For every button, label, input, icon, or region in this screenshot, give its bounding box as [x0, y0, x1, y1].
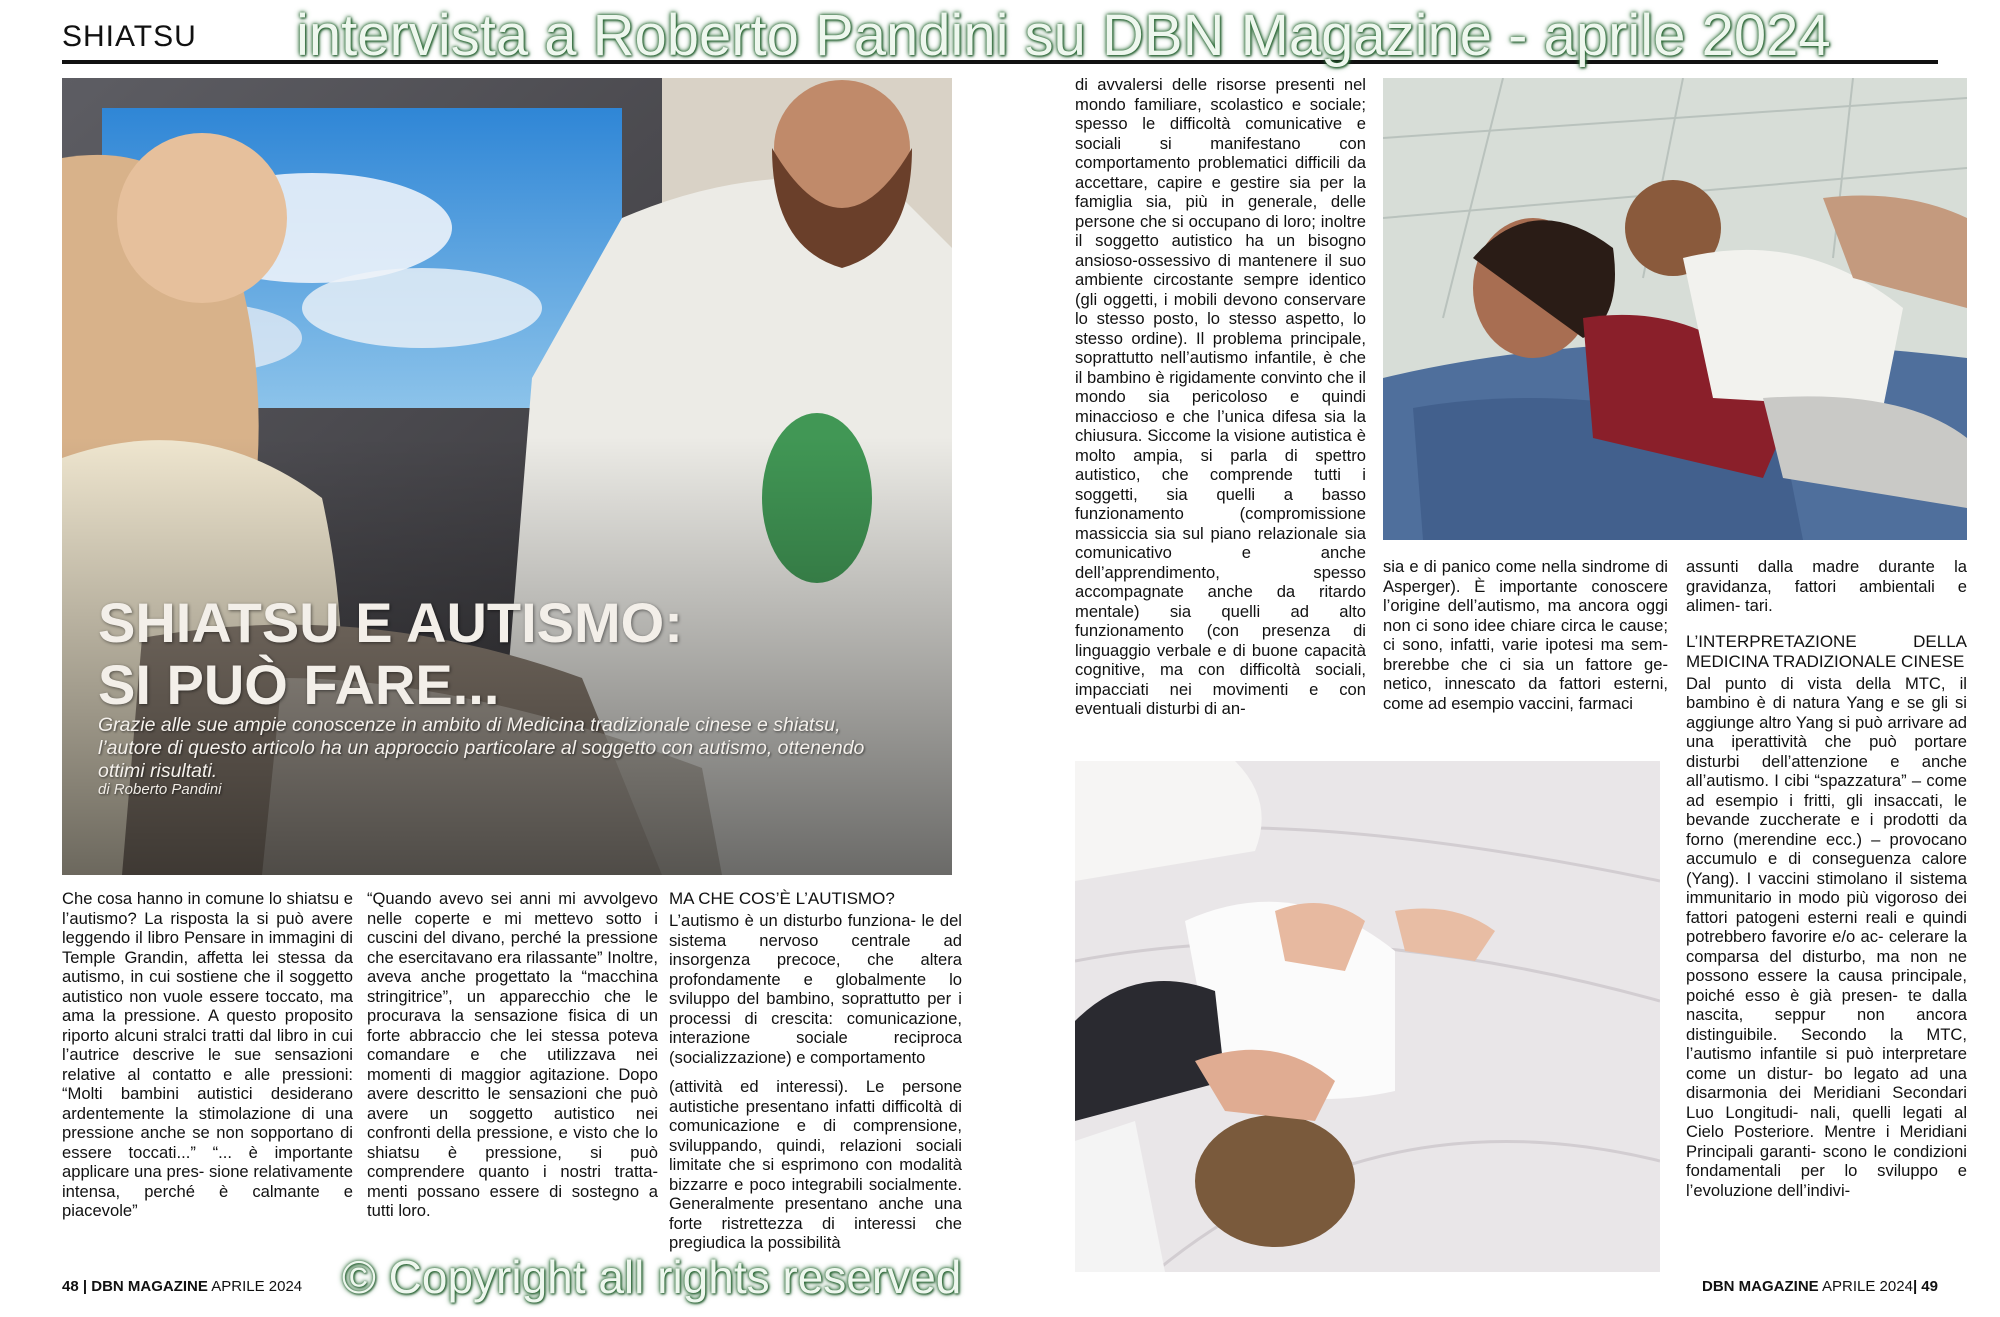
column-6-paragraph-1: assunti dalla madre durante la gravidanza, fattori ambientali e alimen- tari.	[1686, 557, 1967, 615]
column-3-paragraph-2: (attività ed interessi). Le persone autistiche presentano infatti difficoltà di comunicazione e di comprensione, sviluppando, quindi, relazioni sociali limitate che si esprimono con modalità bizzarre e poco integrabili socialmente. Generalmente presentano anche una forte ristrettezza di interessi che pregiudica la possibilità	[669, 1077, 962, 1252]
article-dek: Grazie alle sue ampie conoscenze in ambito di Medicina tradizionale cinese e shiatsu, l’autore di questo articolo ha un approccio particolare al soggetto con autismo, ottenendo ottimi risultati.	[98, 714, 865, 782]
article-column-4	[1075, 75, 1366, 719]
article-column-1	[62, 889, 353, 1221]
page-number-right: | 49	[1912, 1278, 1938, 1295]
article-column-3	[669, 889, 962, 1253]
column-3-paragraph-1: L’autismo è un disturbo funziona- le del sistema nervoso centrale ad insorgenza precoce, che altera profondamente e globalmente lo sviluppo del bambino, soprattutto per i processi di crescita: comunicazione, interazione sociale reciproca (socializzazione) e comportamento	[669, 911, 962, 1067]
column-5-text: sia e di panico come nella sindrome di Asperger). È importante conoscere l’origine dell’autismo, ma ancora oggi non ci sono idee chiare circa le cause; ci sono, infatti, varie ipotesi ma sem- brerebbe che ci sia un fattore ge- netico, innescato da fattori esterni, come ad esempio vaccini, farmaci	[1383, 557, 1668, 713]
photo-treatment-floor	[1383, 78, 1967, 540]
page-number-left: 48 |	[62, 1278, 88, 1295]
footer-left	[62, 1278, 302, 1295]
column-1-text: Che cosa hanno in comune lo shiatsu e l’autismo? La risposta la si può avere leggendo il libro Pensare in immagini di Temple Grandin, affetta lei stessa da autismo, in cui sostiene che il soggetto autistico non vuole essere toccato, ma ama la pressione. A questo proposito riporto alcuni stralci tratti dal libro in cui l’autrice descrive le sue sensazioni relative al contatto e alle pressioni: “Molti bambini autistici desiderano ardentemente la stimolazione di una pressione anche se non sopportano di essere toccati...” “... è importante applicare una pres- sione relativamente intensa, perché è calmante e piacevole”	[62, 889, 353, 1220]
issue-date-left: APRILE 2024	[211, 1278, 303, 1295]
subheading-autismo: MA CHE COS’È L’AUTISMO?	[669, 889, 895, 908]
column-2-text: “Quando avevo sei anni mi avvolgevo nelle coperte e mi mettevo sotto i cuscini del divano, perché la pressione che esercitavano era rilassante” Inoltre, aveva anche progettato la “macchina stringitrice”, un apparecchio che le procurava la sensazione fisica di un forte abbraccio che lei stessa poteva comandare e che utilizzava nei momenti di maggior agitazione. Dopo avere descritto le sensazioni che può avere un soggetto autistico nei confronti della pressione, e visto che lo shiatsu è pressione, si può comprendere quanto i nostri tratta- menti possano essere di sostegno a tutti loro.	[367, 889, 658, 1220]
article-column-6	[1686, 557, 1967, 1200]
article-column-5	[1383, 557, 1668, 713]
subheading-mtc: L’INTERPRETAZIONE DELLA MEDICINA TRADIZIONALE CINESE	[1686, 631, 1967, 671]
copyright-watermark: © Copyright all rights reserved	[342, 1251, 962, 1303]
column-6-paragraph-2: Dal punto di vista della MTC, il bambino è di natura Yang e se gli si aggiunge altro Yang si può arrivare ad una iperattività che può portare disturbi dell’attenzione e anche all’autismo. I cibi “spazzatura” – come ad esempio i fritti, gli insaccati, le bevande zuccherate e i prodotti da forno (merendine ecc.) – provocano accumulo e di conseguenza calore (Yang). I vaccini stimolano il sistema immunitario in modo più vigoroso dei fattori patogeni esterni reali e quindi potrebbero favorire e/o ac- celerare la comparsa del disturbo, ma non ne possono essere la causa principale, poiché esso è già presen- te dalla nascita, seppur non ancora distinguibile. Secondo la MTC, l’autismo infantile si può interpretare come un distur- bo legato ad una disarmonia dei Meridiani Secondari Luo Longitudi- nali, quelli legati al Cielo Posteriore. Mentre i Meridiani Principali garanti- scono le condizioni fondamentali per lo sviluppo e l’evoluzione dell’indivi-	[1686, 673, 1967, 1200]
interview-banner: intervista a Roberto Pandini su DBN Magazine - aprile 2024	[296, 3, 1831, 68]
magazine-name-right: DBN MAGAZINE	[1702, 1278, 1819, 1295]
article-column-2	[367, 889, 658, 1221]
footer-right	[1702, 1278, 1938, 1295]
article-title-line2: SI PUÒ FARE...	[98, 653, 500, 716]
magazine-name-left: DBN MAGAZINE	[91, 1278, 208, 1295]
photo-treatment-bed	[1075, 761, 1660, 1272]
column-4-text: di avvalersi delle risorse presenti nel mondo familiare, scolastico e sociale; spesso le difficoltà comunicative e sociali si manifestano con comportamento problematici difficili da accettare, capire e gestire sia per la famiglia sia, più in generale, delle persone che si occupano di loro; inoltre il soggetto autistico ha un bisogno ansioso-ossessivo di mantenere il suo ambiente circostante sempre identico (gli oggetti, i mobili devono conservare lo stesso posto, lo stesso aspetto, lo stesso ordine). Il problema principale, soprattutto nell’autismo infantile, è che il bambino è rigidamente convinto che il mondo sia pericoloso e quindi minaccioso e che l’unica difesa sia la chiusura. Siccome la visione autistica è molto ampia, si parla di spettro autistico, che comprende tutti i soggetti, sia quelli a basso funzionamento (compromissione massiccia sia sul piano relazionale sia comunicativo e anche dell’apprendimento, spesso accompagnate anche da ritardo mentale) sia quelli ad alto funzionamento (con presenza di linguaggio verbale e di buone capacità cognitive, ma con difficoltà sociali, impacciati nei movimenti e con eventuali disturbi di an-	[1075, 75, 1366, 718]
byline: di Roberto Pandini	[98, 781, 222, 798]
article-title	[98, 592, 798, 716]
article-title-line1: SHIATSU E AUTISMO:	[98, 591, 683, 654]
issue-date-right: APRILE 2024	[1822, 1278, 1913, 1295]
section-label: SHIATSU	[62, 20, 197, 53]
